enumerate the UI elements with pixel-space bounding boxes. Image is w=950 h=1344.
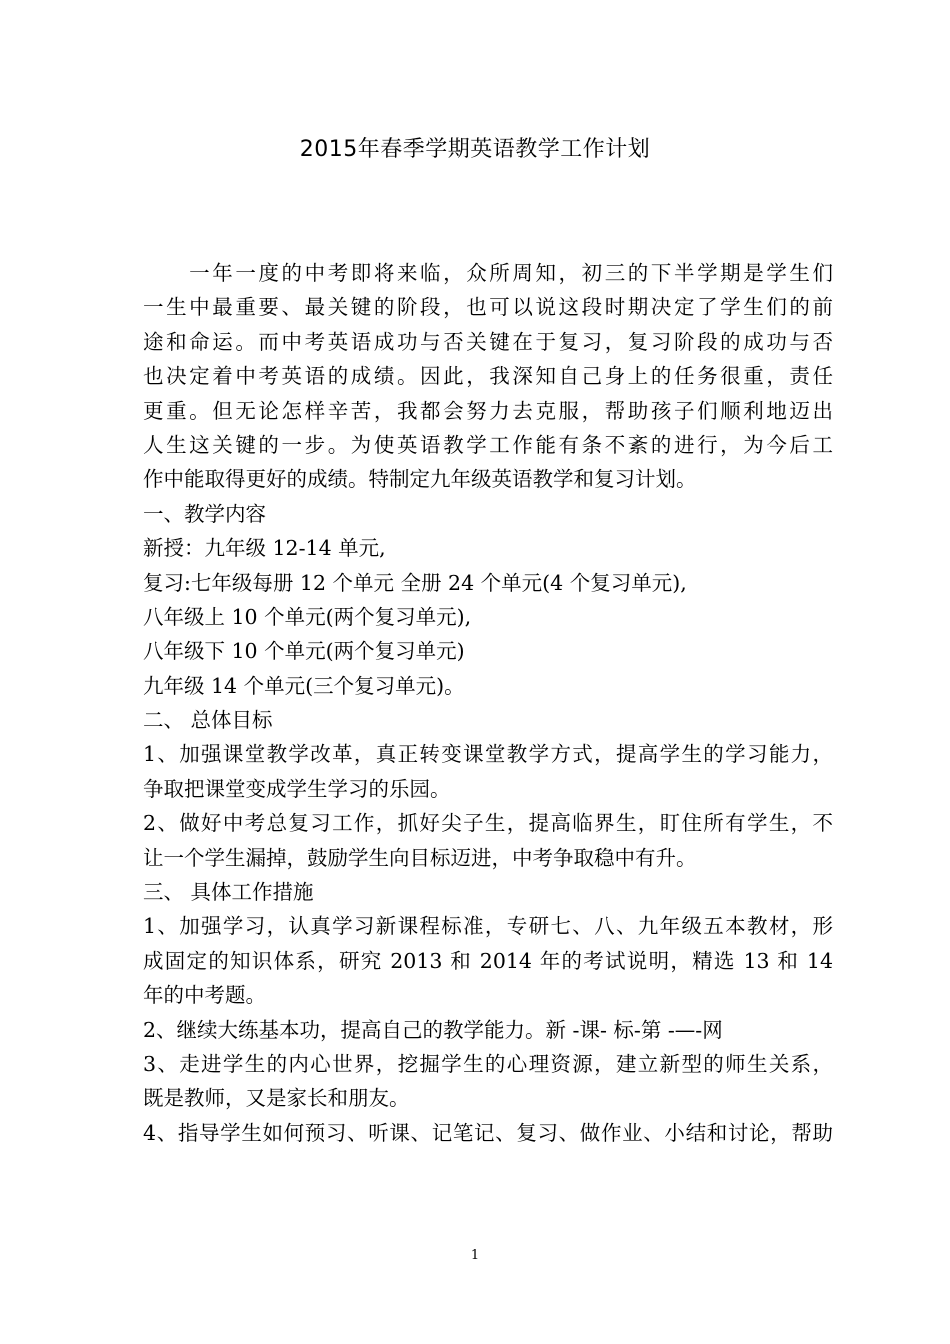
content-line: 八年级下 10 个单元(两个复习单元) — [143, 639, 465, 664]
paragraph-line: 一年一度的中考即将来临，众所周知，初三的下半学期是学生们 — [143, 261, 833, 285]
section-heading: 二、 总体目标 — [143, 708, 273, 733]
page-title: 2015年春季学期英语教学工作计划 — [299, 137, 651, 162]
paragraph-line: 人生这关键的一步。为使英语教学工作能有条不紊的进行，为今后工 — [143, 432, 833, 457]
paragraph-line: 一生中最重要、最关键的阶段，也可以说这段时期决定了学生们的前 — [143, 295, 833, 320]
paragraph-line: 更重。但无论怎样辛苦，我都会努力去克服，帮助孩子们顺利地迈出 — [143, 398, 833, 423]
content-line: 新授：九年级 12-14 单元, — [143, 536, 386, 561]
list-item-line: 争取把课堂变成学生学习的乐园。 — [143, 776, 451, 801]
content-line: 复习:七年级每册 12 个单元 全册 24 个单元(4 个复习单元), — [143, 570, 687, 595]
list-item-line: 年的中考题。 — [143, 983, 266, 1008]
list-item-line: 2、做好中考总复习工作，抓好尖子生，提高临界生，盯住所有学生，不 — [143, 811, 833, 836]
paragraph-line: 也决定着中考英语的成绩。因此，我深知自己身上的任务很重，责任 — [143, 364, 833, 389]
paragraph-line: 作中能取得更好的成绩。特制定九年级英语教学和复习计划。 — [143, 467, 697, 492]
list-item-line: 3、走进学生的内心世界，挖掘学生的心理资源，建立新型的师生关系， — [143, 1051, 833, 1076]
list-item-line: 2、继续大练基本功，提高自己的教学能力。新 -课- 标-第 -—-网 — [143, 1017, 723, 1042]
list-item-line: 1、加强课堂教学改革，真正转变课堂教学方式，提高学生的学习能力， — [143, 742, 833, 767]
list-item-line: 让一个学生漏掉，鼓励学生向目标迈进，中考争取稳中有升。 — [143, 845, 697, 870]
list-item-line: 既是教师，又是家长和朋友。 — [143, 1086, 410, 1111]
content-line: 八年级上 10 个单元(两个复习单元), — [143, 604, 472, 629]
content-line: 九年级 14 个单元(三个复习单元)。 — [143, 673, 465, 698]
list-item-line: 成固定的知识体系，研究 2013 和 2014 年的考试说明，精选 13 和 14 — [143, 948, 833, 973]
list-item-line: 1、加强学习，认真学习新课程标准，专研七、八、九年级五本教材，形 — [143, 914, 833, 939]
page-number: 1 — [470, 1248, 480, 1263]
document-body — [143, 256, 833, 1150]
section-heading: 三、 具体工作措施 — [143, 880, 314, 905]
section-heading: 一、教学内容 — [143, 501, 266, 526]
list-item-line: 4、指导学生如何预习、听课、记笔记、复习、做作业、小结和讨论，帮助 — [143, 1120, 833, 1145]
paragraph-line: 途和命运。而中考英语成功与否关键在于复习，复习阶段的成功与否 — [143, 329, 833, 354]
